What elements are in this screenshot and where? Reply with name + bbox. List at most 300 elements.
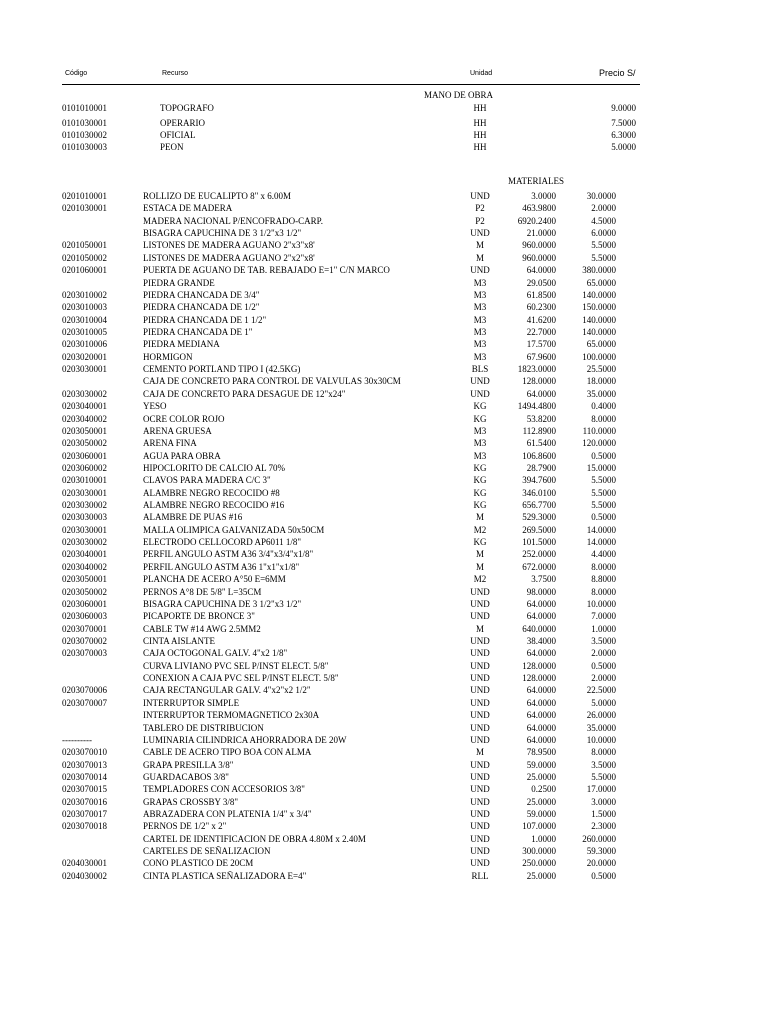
resource-code: 0203070014 [62, 771, 107, 782]
resource-price: 8.0000 [591, 561, 616, 572]
table-row [0, 760, 768, 771]
table-row [0, 475, 768, 486]
table-row [0, 118, 768, 129]
resource-price: 0.5000 [591, 660, 616, 671]
table-row [0, 809, 768, 820]
resource-name: ALAMBRE DE PUAS #16 [143, 512, 243, 523]
resource-code: 0203070017 [62, 809, 107, 819]
resource-price: 10.0000 [586, 598, 616, 609]
table-row [0, 512, 768, 523]
resource-quantity: 960.0000 [522, 240, 556, 251]
resource-quantity: 672.0000 [522, 561, 556, 572]
resource-price: 2.3000 [591, 821, 616, 832]
resource-price: 7.0000 [591, 611, 616, 622]
resource-quantity: 1494.4800 [517, 401, 556, 412]
table-row [0, 611, 768, 622]
column-header-unidad: Unidad [470, 70, 493, 77]
table-row [0, 747, 768, 758]
resource-unit: M [475, 747, 484, 758]
resource-price: 6.0000 [591, 228, 616, 239]
resource-price: 3.5000 [591, 759, 616, 770]
resource-quantity: 61.8500 [526, 289, 556, 300]
resource-name: MADERA NACIONAL P/ENCOFRADO-CARP. [143, 215, 323, 226]
resource-name: HORMIGON [143, 351, 193, 362]
resource-name: TABLERO DE DISTRIBUCION [143, 722, 264, 733]
resource-unit: KG [473, 401, 487, 412]
resource-code: 0203030003 [62, 512, 107, 523]
resource-price: 5.5000 [591, 487, 616, 498]
resource-unit: UND [470, 376, 490, 387]
resource-code: 0203070003 [62, 648, 107, 659]
resource-price: 1.5000 [591, 809, 616, 819]
resource-quantity: 128.0000 [522, 673, 556, 683]
resource-price: 3.5000 [591, 636, 616, 646]
resource-unit: UND [470, 710, 490, 721]
resource-unit: UND [470, 833, 490, 844]
resource-quantity: 640.0000 [522, 623, 556, 634]
resource-name: LUMINARIA CILINDRICA AHORRADORA DE 20W [143, 734, 347, 745]
resource-code: 0203030001 [62, 524, 107, 535]
resource-code: 0203040002 [62, 413, 107, 424]
resource-unit: UND [470, 648, 490, 659]
table-row [0, 624, 768, 635]
resource-code: 0203070010 [62, 747, 107, 758]
table-row [0, 698, 768, 709]
resource-name: LISTONES DE MADERA AGUANO 2"x3"x8' [143, 240, 315, 251]
table-row [0, 500, 768, 511]
resource-price: 0.5000 [591, 450, 616, 461]
resource-price: 6.3000 [611, 130, 636, 140]
resource-name: CONEXION A CAJA PVC SEL P/INST ELECT. 5/8" [143, 673, 339, 683]
resource-name: LISTONES DE MADERA AGUANO 2"x2"x8' [143, 252, 315, 263]
resource-price: 5.0000 [591, 697, 616, 708]
table-row [0, 673, 768, 684]
resource-price: 65.0000 [586, 339, 616, 350]
resource-quantity: 346.0100 [522, 487, 556, 498]
resource-code: 0203070013 [62, 759, 107, 770]
resource-name: CONO PLASTICO DE 20CM [143, 858, 254, 869]
resource-unit: M [475, 549, 484, 560]
table-row [0, 290, 768, 301]
resource-name: ALAMBRE NEGRO RECOCIDO #16 [143, 500, 285, 510]
table-row [0, 525, 768, 536]
table-row [0, 216, 768, 227]
resource-code: 0203060002 [62, 462, 107, 473]
resource-price: 5.5000 [591, 252, 616, 263]
resource-price: 14.0000 [586, 537, 616, 548]
resource-unit: UND [470, 697, 490, 708]
resource-price: 8.8000 [591, 574, 616, 585]
resource-name: PIEDRA CHANCADA DE 1/2" [143, 302, 260, 313]
resource-unit: UND [470, 673, 490, 683]
resource-price: 22.5000 [586, 685, 616, 696]
resource-code: 0203060001 [62, 450, 107, 461]
table-row [0, 710, 768, 721]
resource-name: CLAVOS PARA MADERA C/C 3" [143, 475, 271, 486]
resource-name: BISAGRA CAPUCHINA DE 3 1/2"x3 1/2" [143, 228, 302, 239]
resource-price: 25.5000 [586, 364, 616, 374]
resource-name: PERNOS DE 1/2" x 2" [143, 821, 227, 832]
section-title-mano-de-obra: MANO DE OBRA [424, 90, 494, 100]
resource-code: 0203070006 [62, 685, 107, 696]
resource-unit: M3 [473, 339, 487, 350]
resource-price: 5.5000 [591, 500, 616, 510]
resource-code: 0203040001 [62, 401, 107, 412]
resource-quantity: 41.6200 [526, 314, 556, 325]
resource-code: 0204030002 [62, 870, 107, 881]
resource-price: 35.0000 [586, 722, 616, 733]
resource-code: 0203070016 [62, 796, 107, 807]
resource-price: 0.5000 [591, 512, 616, 523]
table-row [0, 599, 768, 610]
resource-name: OFICIAL [160, 130, 196, 140]
resource-name: CABLE TW #14 AWG 2.5MM2 [143, 623, 261, 634]
resource-price: 4.5000 [591, 215, 616, 226]
table-row [0, 278, 768, 289]
table-row [0, 302, 768, 313]
resource-price: 380.0000 [582, 265, 616, 276]
resource-name: PIEDRA MEDIANA [143, 339, 220, 350]
resource-unit: UND [470, 191, 490, 201]
resource-price: 2.0000 [591, 673, 616, 683]
table-row [0, 130, 768, 141]
resource-price: 120.0000 [582, 438, 616, 449]
resource-quantity: 25.0000 [526, 870, 556, 881]
resource-quantity: 300.0000 [522, 846, 556, 857]
table-row [0, 265, 768, 276]
resource-quantity: 3.7500 [531, 574, 556, 585]
resource-price: 0.4000 [591, 401, 616, 412]
table-row [0, 562, 768, 573]
resource-code: 0203050002 [62, 438, 107, 449]
section-title-materiales: MATERIALES [508, 176, 564, 186]
resource-unit: UND [470, 660, 490, 671]
resource-code: 0203030001 [62, 487, 107, 498]
resource-code: 0203070001 [62, 623, 107, 634]
resource-code: 0203030002 [62, 388, 107, 399]
table-row [0, 339, 768, 350]
resource-code: 0101030002 [62, 130, 107, 140]
table-row [0, 549, 768, 560]
resource-quantity: 59.0000 [526, 759, 556, 770]
resource-quantity: 64.0000 [526, 648, 556, 659]
resource-quantity: 64.0000 [526, 722, 556, 733]
table-row [0, 488, 768, 499]
resource-quantity: 17.5700 [526, 339, 556, 350]
resource-quantity: 61.5400 [526, 438, 556, 449]
resource-name: PEON [160, 142, 184, 152]
resource-name: CEMENTO PORTLAND TIPO I (42.5KG) [143, 364, 301, 374]
resource-quantity: 64.0000 [526, 734, 556, 745]
resource-name: PLANCHA DE ACERO A°50 E=6MM [143, 574, 286, 585]
resource-price: 140.0000 [582, 327, 616, 337]
table-row [0, 414, 768, 425]
column-header-codigo: Código [65, 70, 88, 77]
resource-unit: UND [470, 784, 490, 795]
resource-price: 35.0000 [586, 388, 616, 399]
resource-price: 8.0000 [591, 747, 616, 758]
resource-unit: UND [470, 846, 490, 857]
resource-price: 8.0000 [591, 413, 616, 424]
resource-quantity: 250.0000 [522, 858, 556, 869]
resource-quantity: 1823.0000 [517, 364, 556, 374]
resource-name: OPERARIO [160, 118, 206, 128]
resource-price: 14.0000 [586, 524, 616, 535]
resource-code: 0203030002 [62, 537, 107, 548]
resource-name: GRAPA PRESILLA 3/8" [143, 759, 234, 770]
resource-name: PIEDRA GRANDE [143, 277, 215, 288]
resource-code: 0203030002 [62, 500, 107, 510]
resource-unit: BLS [471, 364, 489, 374]
resource-name: YESO [143, 401, 167, 412]
resource-price: 100.0000 [582, 351, 616, 362]
resource-quantity: 98.0000 [526, 586, 556, 597]
resource-unit: HH [473, 118, 487, 128]
resource-code: 0203070015 [62, 784, 107, 795]
resource-unit: M [475, 240, 484, 251]
resource-quantity: 67.9600 [526, 351, 556, 362]
resource-quantity: 38.4000 [526, 636, 556, 646]
resource-quantity: 21.0000 [526, 228, 556, 239]
resource-unit: UND [470, 388, 490, 399]
resource-quantity: 64.0000 [526, 265, 556, 276]
resource-quantity: 1.0000 [531, 833, 556, 844]
resource-name: HIPOCLORITO DE CALCIO AL 70% [143, 462, 285, 473]
resource-unit: UND [470, 611, 490, 622]
resource-quantity: 106.8600 [522, 450, 556, 461]
resource-unit: M [475, 623, 484, 634]
resource-unit: UND [470, 821, 490, 832]
resource-unit: UND [470, 636, 490, 646]
resource-price: 8.0000 [591, 586, 616, 597]
resource-quantity: 25.0000 [526, 771, 556, 782]
resource-price: 59.3000 [586, 846, 616, 857]
resource-name: CAJA RECTANGULAR GALV. 4"x2"x2 1/2" [143, 685, 311, 696]
resource-unit: UND [470, 265, 490, 276]
resource-code: 0203040002 [62, 561, 107, 572]
table-row [0, 858, 768, 869]
resource-price: 5.5000 [591, 240, 616, 251]
resource-quantity: 64.0000 [526, 611, 556, 622]
resource-unit: KG [473, 487, 487, 498]
table-row [0, 463, 768, 474]
resource-unit: KG [473, 500, 487, 510]
resource-price: 7.5000 [611, 118, 636, 128]
table-row [0, 648, 768, 659]
resource-unit: KG [473, 462, 487, 473]
resource-code: 0203070018 [62, 821, 107, 832]
resource-name: INTERRUPTOR SIMPLE [143, 697, 240, 708]
resource-quantity: 64.0000 [526, 685, 556, 696]
table-row [0, 352, 768, 363]
resource-name: PERFIL ANGULO ASTM A36 1"x1"x1/8" [143, 561, 300, 572]
table-row [0, 376, 768, 387]
resource-quantity: 64.0000 [526, 388, 556, 399]
resource-price: 260.0000 [582, 833, 616, 844]
resource-unit: M [475, 252, 484, 263]
resource-code: 0204030001 [62, 858, 107, 869]
resource-price: 110.0000 [582, 425, 616, 436]
resource-price: 5.5000 [591, 771, 616, 782]
resource-price: 2.0000 [591, 203, 616, 214]
resource-name: PERFIL ANGULO ASTM A36 3/4"x3/4"x1/8" [143, 549, 314, 560]
resource-quantity: 128.0000 [522, 376, 556, 387]
resource-unit: UND [470, 228, 490, 239]
resource-code: 0203040001 [62, 549, 107, 560]
column-header-recurso: Recurso [162, 70, 189, 77]
table-row [0, 846, 768, 857]
resource-price: 0.5000 [591, 870, 616, 881]
table-row [0, 574, 768, 585]
table-row [0, 253, 768, 264]
table-row [0, 587, 768, 598]
resource-quantity: 60.2300 [526, 302, 556, 313]
resource-name: PICAPORTE DE BRONCE 3" [143, 611, 255, 622]
resource-unit: HH [473, 130, 487, 140]
resource-quantity: 128.0000 [522, 660, 556, 671]
resource-name: BISAGRA CAPUCHINA DE 3 1/2"x3 1/2" [143, 598, 302, 609]
resource-name: GUARDACABOS 3/8" [143, 771, 229, 782]
resource-code: 0203010004 [62, 314, 107, 325]
resource-code: 0203060003 [62, 611, 107, 622]
resource-quantity: 53.8200 [526, 413, 556, 424]
table-row [0, 203, 768, 214]
resource-price: 15.0000 [586, 462, 616, 473]
resource-quantity: 25.0000 [526, 796, 556, 807]
resource-quantity: 22.7000 [526, 327, 556, 337]
resource-name: CAJA OCTOGONAL GALV. 4"x2 1/8" [143, 648, 288, 659]
resource-unit: M3 [473, 327, 487, 337]
resource-price: 5.0000 [611, 142, 636, 152]
resource-unit: UND [470, 598, 490, 609]
table-row [0, 661, 768, 672]
resource-unit: RLL [471, 870, 489, 881]
resource-name: CAJA DE CONCRETO PARA DESAGUE DE 12"x24" [143, 388, 346, 399]
resource-unit: HH [473, 142, 487, 152]
resource-code: 0203010001 [62, 475, 107, 486]
resource-code: 0203010003 [62, 302, 107, 313]
resource-price: 18.0000 [586, 376, 616, 387]
resource-unit: M3 [473, 351, 487, 362]
table-row [0, 784, 768, 795]
resource-unit: M [475, 512, 484, 523]
table-row [0, 451, 768, 462]
resource-unit: UND [470, 759, 490, 770]
table-row [0, 228, 768, 239]
resource-price: 3.0000 [591, 796, 616, 807]
resource-quantity: 64.0000 [526, 710, 556, 721]
resource-quantity: 3.0000 [531, 191, 556, 201]
resource-code: 0203010002 [62, 289, 107, 300]
resource-price: 2.0000 [591, 648, 616, 659]
resource-code: 0203060001 [62, 598, 107, 609]
resource-unit: M [475, 561, 484, 572]
resource-quantity: 28.7900 [526, 462, 556, 473]
resource-name: CABLE DE ACERO TIPO BOA CON ALMA [143, 747, 312, 758]
resource-price: 17.0000 [586, 784, 616, 795]
resource-code: 0201010001 [62, 191, 107, 201]
resource-code: ---------- [62, 734, 92, 745]
resource-code: 0201030001 [62, 203, 107, 214]
resource-quantity: 463.9800 [522, 203, 556, 214]
resource-unit: M2 [473, 574, 487, 585]
resource-quantity: 269.5000 [522, 524, 556, 535]
resource-unit: M3 [473, 302, 487, 313]
resource-price: 5.5000 [591, 475, 616, 486]
table-row [0, 438, 768, 449]
resource-price: 9.0000 [611, 103, 636, 113]
resource-code: 0203070002 [62, 636, 107, 646]
resource-name: MALLA OLIMPICA GALVANIZADA 50x50CM [143, 524, 325, 535]
resource-quantity: 107.0000 [522, 821, 556, 832]
resource-name: PIEDRA CHANCADA DE 3/4" [143, 289, 260, 300]
resource-name: CINTA PLASTICA SEÑALIZADORA E=4" [143, 870, 307, 881]
resource-name: GRAPAS CROSSBY 3/8" [143, 796, 239, 807]
table-row [0, 772, 768, 783]
table-row [0, 636, 768, 647]
column-header-precio: Precio S/ [599, 68, 636, 78]
resource-quantity: 0.2500 [531, 784, 556, 795]
resource-quantity: 960.0000 [522, 252, 556, 263]
resource-unit: UND [470, 586, 490, 597]
resource-quantity: 59.0000 [526, 809, 556, 819]
resource-code: 0203020001 [62, 351, 107, 362]
resource-price: 30.0000 [586, 191, 616, 201]
resource-name: ESTACA DE MADERA [143, 203, 233, 214]
resource-name: ALAMBRE NEGRO RECOCIDO #8 [143, 487, 280, 498]
resource-unit: M2 [473, 524, 487, 535]
resource-unit: HH [473, 103, 487, 113]
resource-name: PUERTA DE AGUANO DE TAB. REBAJADO E=1" C/N MARCO [143, 265, 390, 276]
resource-quantity: 78.9500 [526, 747, 556, 758]
table-row [0, 142, 768, 153]
table-row [0, 389, 768, 400]
resource-name: ARENA FINA [143, 438, 197, 449]
resource-code: 0203010005 [62, 327, 107, 337]
resource-price: 10.0000 [586, 734, 616, 745]
resource-price: 1.0000 [591, 623, 616, 634]
table-row [0, 685, 768, 696]
resource-code: 0201050001 [62, 240, 107, 251]
resource-code: 0203050002 [62, 586, 107, 597]
resource-unit: UND [470, 809, 490, 819]
resource-quantity: 252.0000 [522, 549, 556, 560]
resource-quantity: 112.8900 [522, 425, 556, 436]
resource-name: PERNOS A°8 DE 5/8" L=35CM [143, 586, 262, 597]
resource-name: CARTELES DE SEÑALIZACION [143, 846, 271, 857]
resource-name: TEMPLADORES CON ACCESORIOS 3/8" [143, 784, 305, 795]
resource-unit: UND [470, 858, 490, 869]
resource-unit: M3 [473, 425, 487, 436]
resource-name: CAJA DE CONCRETO PARA CONTROL DE VALVULAS 30x30CM [143, 376, 401, 387]
resource-price: 4.4000 [591, 549, 616, 560]
resource-name: PIEDRA CHANCADA DE 1" [143, 327, 253, 337]
resource-code: 0101030001 [62, 118, 107, 128]
table-row [0, 240, 768, 251]
resource-unit: M3 [473, 314, 487, 325]
resource-code: 0203070007 [62, 697, 107, 708]
resource-code: 0201050002 [62, 252, 107, 263]
resource-code: 0203050001 [62, 574, 107, 585]
resource-unit: KG [473, 413, 487, 424]
table-row [0, 426, 768, 437]
table-row [0, 735, 768, 746]
resource-code: 0201060001 [62, 265, 107, 276]
resource-unit: P2 [475, 215, 485, 226]
resource-name: AGUA PARA OBRA [143, 450, 221, 461]
resource-price: 20.0000 [586, 858, 616, 869]
resource-quantity: 394.7600 [522, 475, 556, 486]
